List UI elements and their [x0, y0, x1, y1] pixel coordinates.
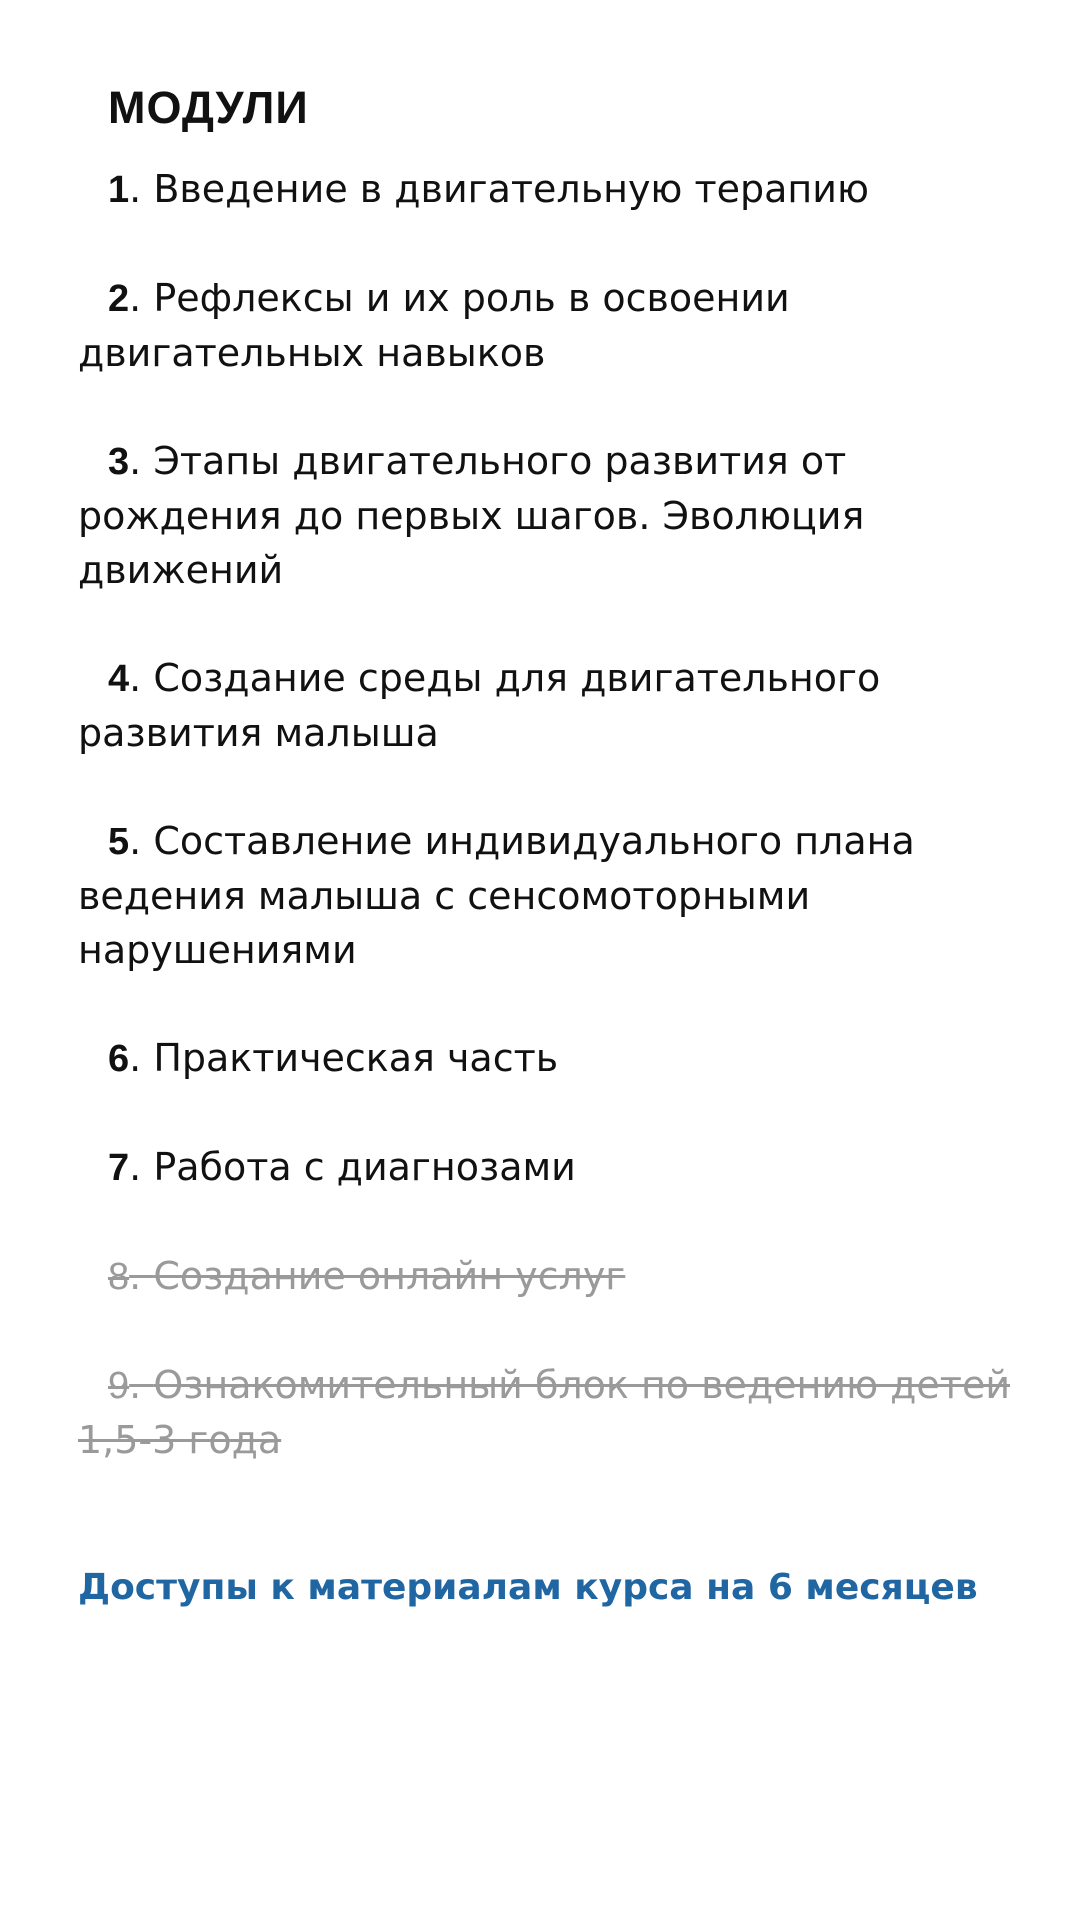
modules-list — [78, 162, 1038, 1467]
module-title: Рефлексы и их роль в освоении двигательных навыков — [78, 276, 790, 375]
module-item-7: 7. Работа с диагнозами — [108, 1145, 576, 1189]
course-access-duration: Доступы к материалам курса на 6 месяцев — [78, 1567, 978, 1608]
modules-heading: МОДУЛИ — [108, 82, 309, 133]
module-number: 3 — [108, 441, 130, 483]
module-title: Введение в двигательную терапию — [153, 167, 869, 211]
module-item-4: 4. Создание среды для двигательного развития малыша — [78, 656, 881, 755]
module-item-8-unavailable: 8. Создание онлайн услуг — [108, 1254, 626, 1298]
module-item-6: 6. Практическая часть — [108, 1036, 559, 1080]
module-item-3: 3. Этапы двигательного развития от рождения до первых шагов. Эволюция движений — [78, 439, 865, 592]
module-title: Составление индивидуального плана ведения малыша с сенсомоторными нарушениями — [78, 819, 915, 972]
module-number: 1 — [108, 169, 130, 211]
module-title: Создание среды для двигательного развития малыша — [78, 656, 881, 755]
module-title: Создание онлайн услуг — [153, 1254, 626, 1298]
module-item-1: 1. Введение в двигательную терапию — [108, 167, 869, 211]
module-title: Этапы двигательного развития от рождения до первых шагов. Эволюция движений — [78, 439, 865, 592]
module-number: 7 — [108, 1147, 130, 1189]
module-item-9-unavailable: 9. Ознакомительный блок по ведению детей 1,5-3 года — [78, 1363, 1011, 1462]
module-number: 8 — [108, 1256, 130, 1298]
module-item-5: 5. Составление индивидуального плана ведения малыша с сенсомоторными нарушениями — [78, 819, 915, 972]
module-title: Работа с диагнозами — [153, 1145, 576, 1189]
module-number: 5 — [108, 821, 130, 863]
module-number: 6 — [108, 1038, 130, 1080]
module-title: Практическая часть — [153, 1036, 559, 1080]
module-title: Ознакомительный блок по ведению детей 1,5-3 года — [78, 1363, 1011, 1462]
course-modules-section — [78, 78, 1038, 1613]
module-number: 9 — [108, 1365, 130, 1407]
module-number: 2 — [108, 278, 130, 320]
module-number: 4 — [108, 658, 130, 700]
module-item-2: 2. Рефлексы и их роль в освоении двигательных навыков — [78, 276, 790, 375]
